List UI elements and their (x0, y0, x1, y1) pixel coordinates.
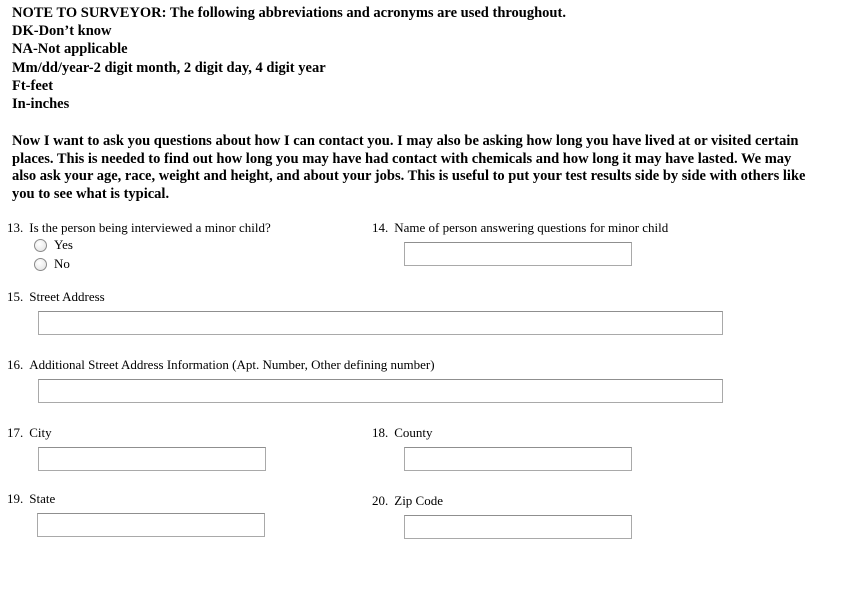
additional-address-input[interactable] (38, 379, 723, 403)
question-13-number: 13. (7, 220, 24, 235)
question-16-number: 16. (7, 357, 24, 372)
abbreviation-date: Mm/dd/year-2 digit month, 2 digit day, 4 digit year (12, 59, 326, 76)
question-14 (372, 220, 668, 236)
surveyor-note (12, 4, 832, 113)
question-16 (7, 357, 435, 373)
radio-yes-option[interactable] (34, 236, 73, 254)
question-17 (7, 425, 52, 441)
city-input[interactable] (38, 447, 266, 471)
question-13 (7, 220, 271, 236)
question-19-label: State (29, 491, 56, 506)
question-17-label: City (29, 425, 52, 440)
question-20-label: Zip Code (394, 493, 443, 508)
radio-no[interactable] (34, 258, 47, 271)
question-16-label: Additional Street Address Information (Apt. Number, Other defining number) (29, 357, 435, 372)
question-14-label: Name of person answering questions for minor child (394, 220, 669, 235)
radio-no-option[interactable] (34, 255, 70, 273)
question-20-number: 20. (372, 493, 389, 508)
abbreviation-in: In-inches (12, 96, 70, 113)
abbreviation-dk: DK-Don’t know (12, 23, 112, 40)
radio-no-label: No (54, 256, 70, 271)
question-20 (372, 493, 443, 509)
intro-paragraph: Now I want to ask you questions about how I can contact you. I may also be asking how long you have lived at or visited certain places. This is needed to find out how long you may have had contact with chemicals and how long it may have lasted. We may also ask your age, race, weight and height, and about your jobs. This is useful to put your test results side by side with others like you to see what is typical. (12, 133, 806, 202)
abbreviation-na: NA-Not applicable (12, 41, 128, 58)
county-input[interactable] (404, 447, 632, 471)
radio-yes[interactable] (34, 239, 47, 252)
question-13-label: Is the person being interviewed a minor child? (29, 220, 271, 235)
minor-child-respondent-input[interactable] (404, 242, 632, 266)
question-18-label: County (394, 425, 433, 440)
zip-code-input[interactable] (404, 515, 632, 539)
question-18-number: 18. (372, 425, 389, 440)
radio-yes-label: Yes (54, 237, 73, 252)
street-address-input[interactable] (38, 311, 723, 335)
abbreviation-ft: Ft-feet (12, 77, 54, 94)
question-15 (7, 289, 105, 305)
question-19-number: 19. (7, 491, 24, 506)
question-17-number: 17. (7, 425, 24, 440)
question-15-number: 15. (7, 289, 24, 304)
note-heading: NOTE TO SURVEYOR: The following abbreviations and acronyms are used throughout. (12, 5, 566, 21)
state-input[interactable] (37, 513, 265, 537)
question-14-number: 14. (372, 220, 389, 235)
question-15-label: Street Address (29, 289, 105, 304)
question-19 (7, 491, 55, 507)
question-18 (372, 425, 433, 441)
